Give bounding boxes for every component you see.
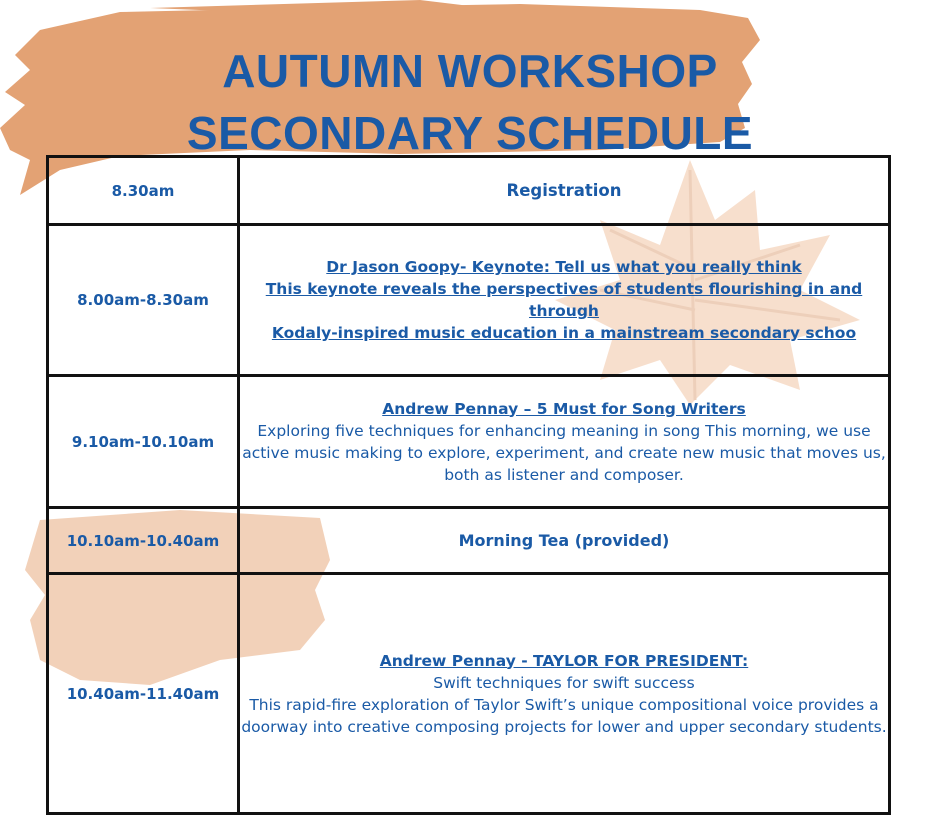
session-link[interactable]: Andrew Pennay – 5 Must for Song Writers — [382, 399, 746, 418]
table-row — [48, 157, 890, 225]
session-text: This rapid-fire exploration of Taylor Swift’s unique compositional voice provides a doorway into creative composing projects for lower and upper secondary students. — [241, 695, 887, 736]
page-title-line-2: SECONDARY SCHEDULE — [186, 107, 754, 159]
time-cell: 10.40am-11.40am — [48, 574, 239, 814]
time-cell: 8.00am-8.30am — [48, 225, 239, 376]
session-link[interactable]: Dr Jason Goopy- Keynote: Tell us what you really think — [326, 258, 802, 276]
table-row — [48, 574, 890, 814]
session-link[interactable]: This keynote reveals the perspectives of students flourishing in and through — [265, 280, 863, 320]
session-link[interactable]: Kodaly-inspired music education in a mainstream secondary schoo — [271, 324, 857, 342]
session-title: Registration — [239, 157, 890, 225]
table-row — [48, 508, 890, 574]
session-title: Morning Tea (provided) — [239, 508, 890, 574]
table-row — [48, 376, 890, 508]
session-text: Exploring five techniques for enhancing meaning in song This morning, we use active music making to explore, experiment, and create new music that moves us, both as listener and composer. — [242, 421, 886, 484]
schedule-table — [46, 155, 891, 815]
time-cell: 9.10am-10.10am — [48, 376, 239, 508]
page-title-line-1: AUTUMN WORKSHOP — [222, 45, 718, 97]
session-link[interactable]: Andrew Pennay - TAYLOR FOR PRESIDENT: — [379, 651, 749, 670]
time-cell: 8.30am — [48, 157, 239, 225]
session-subtitle: Swift techniques for swift success — [433, 673, 695, 692]
session-description — [239, 225, 890, 376]
time-cell: 10.10am-10.40am — [48, 508, 239, 574]
session-description — [239, 574, 890, 814]
session-description — [239, 376, 890, 508]
table-row — [48, 225, 890, 376]
